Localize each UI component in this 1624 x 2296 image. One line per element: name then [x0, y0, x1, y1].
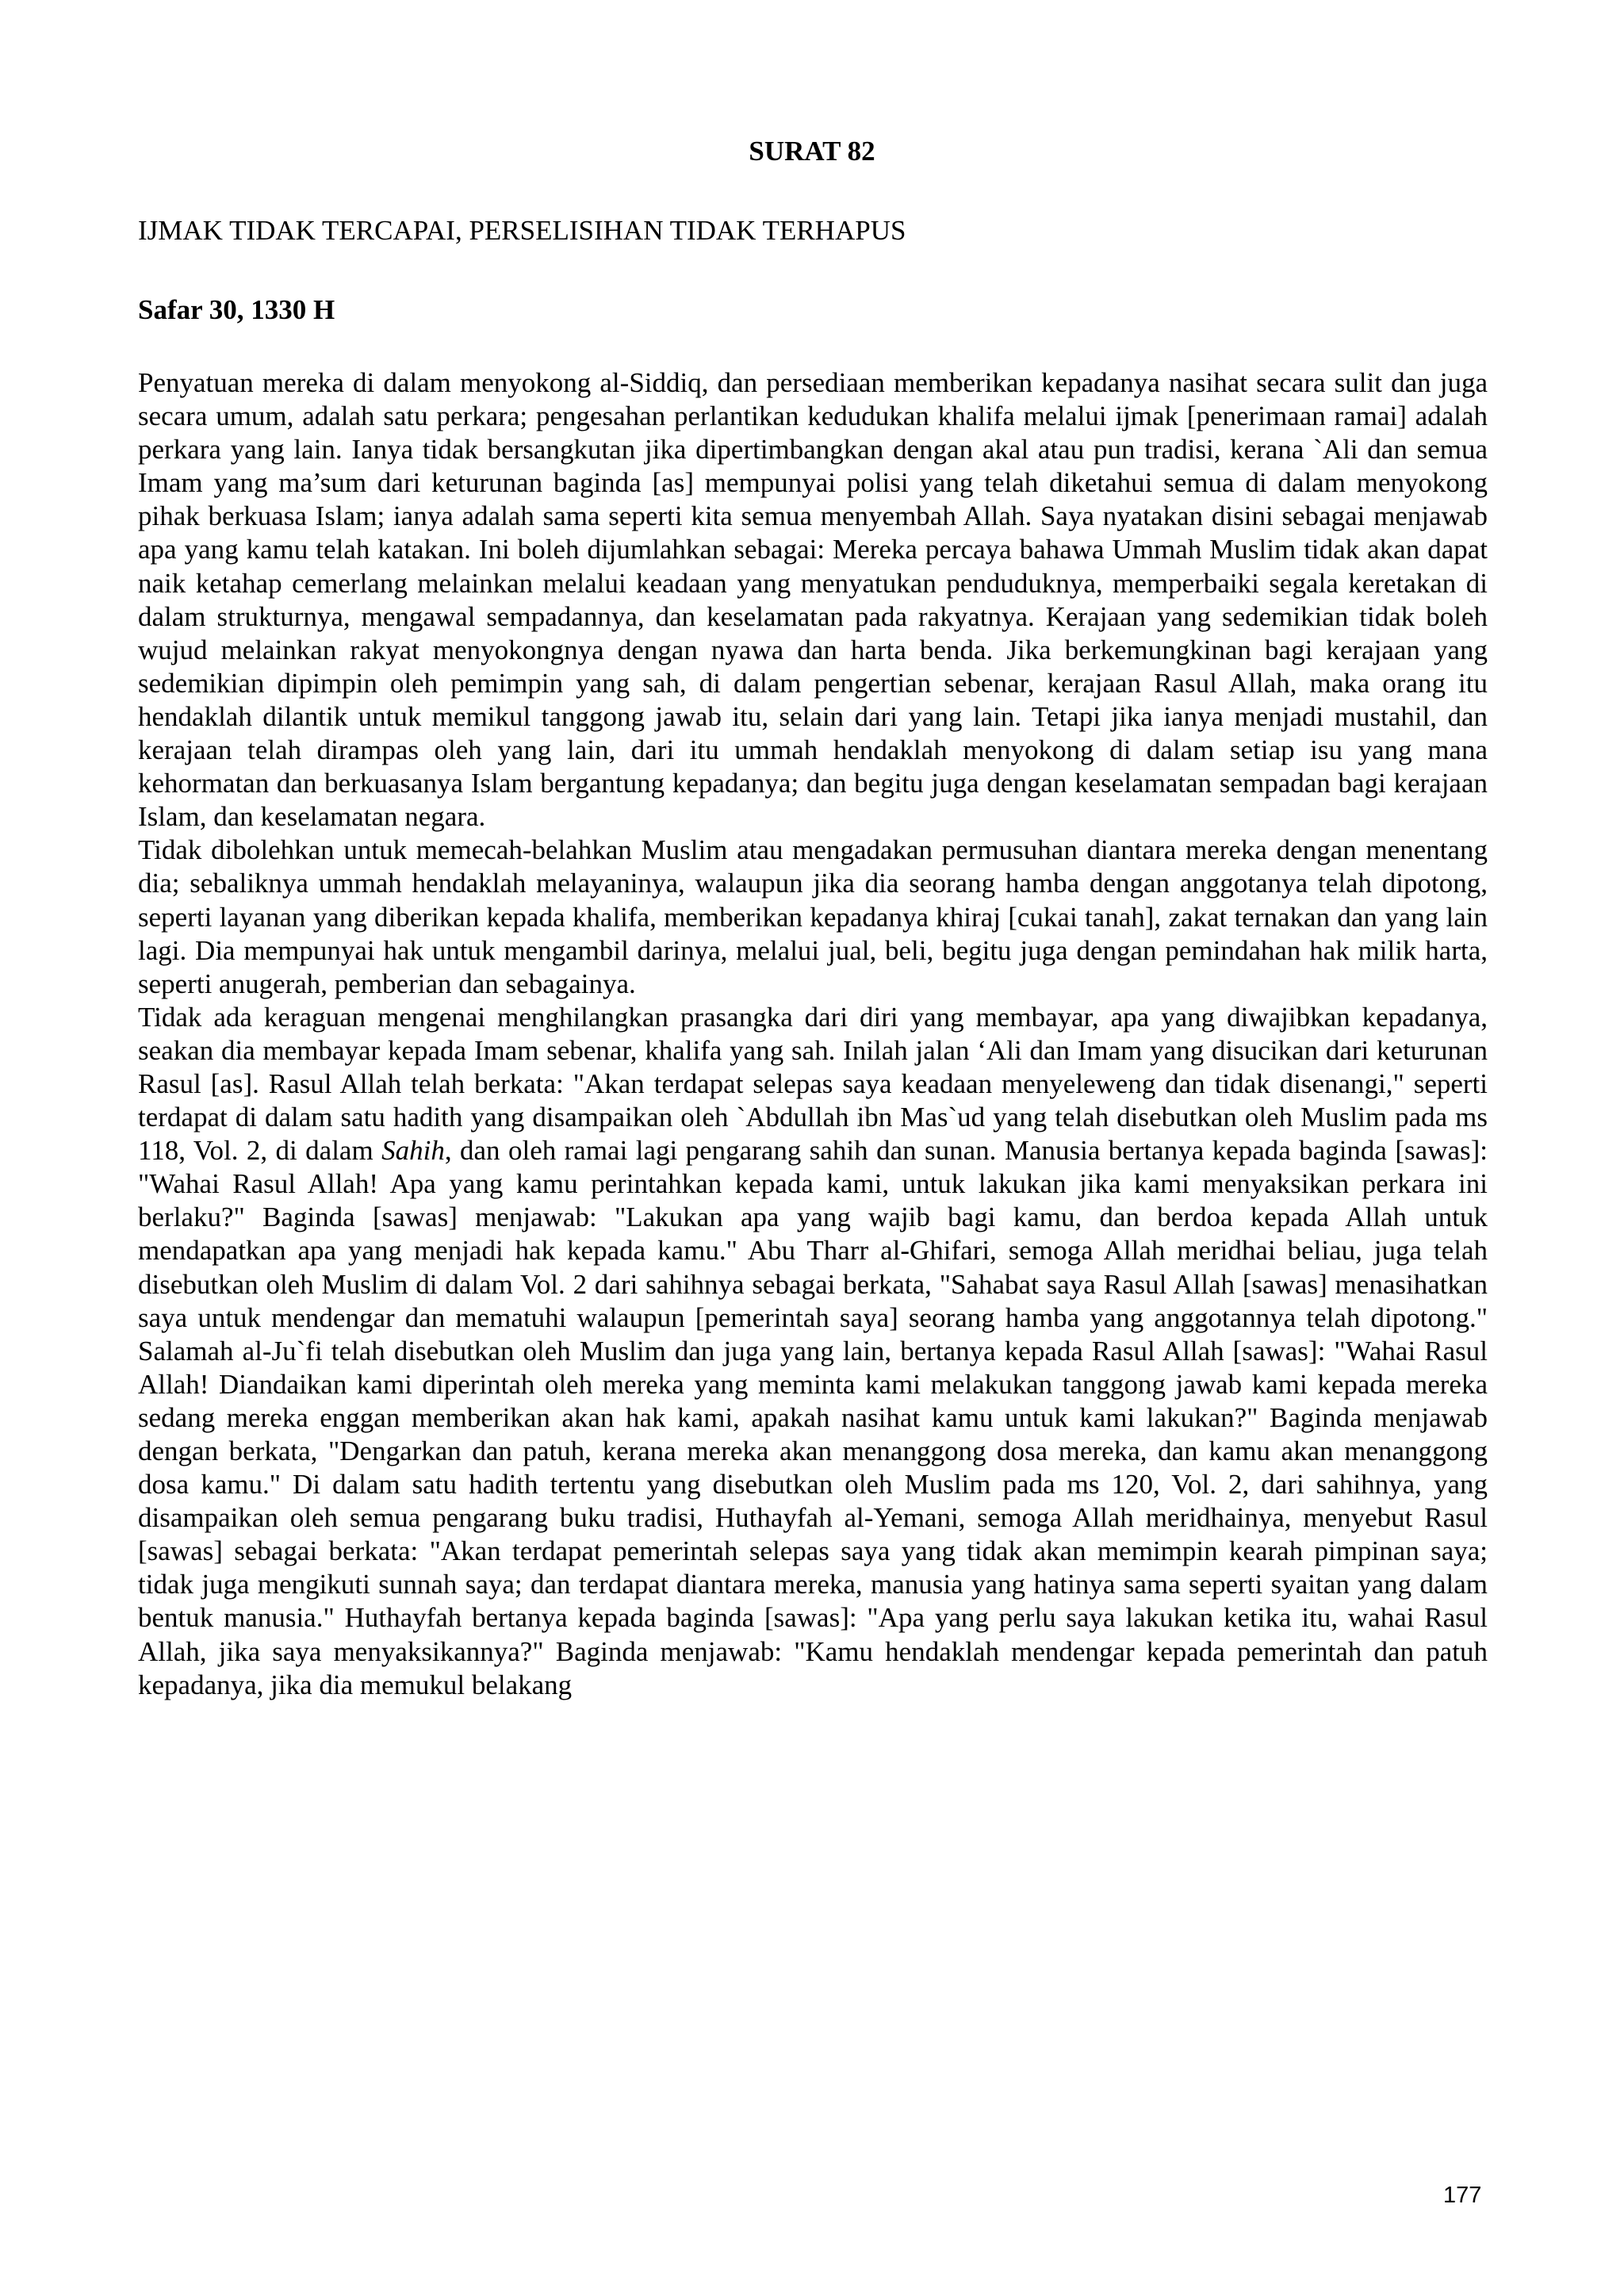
letter-title: IJMAK TIDAK TERCAPAI, PERSELISIHAN TIDAK TERHAPUS	[138, 215, 906, 246]
letter-body	[138, 366, 1488, 1702]
body-paragraph	[138, 1001, 1488, 1702]
page-number: 177	[1443, 2183, 1482, 2208]
letter-number-heading: SURAT 82	[749, 136, 875, 167]
book-title-italic: Sahih	[381, 1135, 445, 1167]
letter-date: Safar 30, 1330 H	[138, 294, 335, 325]
paragraph-text: Tidak ada keraguan mengenai menghilangkan prasangka dari diri yang membayar, apa yang diwajibkan kepadanya, seakan dia membayar kepada Imam sebenar, khalifa yang sah. Inilah jalan ‘Ali dan Imam yang disucikan dari keturunan Rasul [as]. Rasul Allah telah berkata: "Akan terdapat selepas saya keadaan menyeleweng dan tidak disenangi," seperti terdapat di dalam satu hadith yang disampaikan oleh `Abdullah ibn Mas`ud yang telah disebutkan oleh Muslim pada ms 118, Vol. 2, di dalam	[138, 1001, 1488, 1167]
body-paragraph: Tidak dibolehkan untuk memecah-belahkan Muslim atau mengadakan permusuhan diantara mereka dengan menentang dia; sebaliknya ummah hendaklah melayaninya, walaupun jika dia seorang hamba dengan anggotanya telah dipotong, seperti layanan yang diberikan kepada khalifa, memberikan kepadanya khiraj [cukai tanah], zakat ternakan dan yang lain lagi. Dia mempunyai hak untuk mengambil darinya, melalui jual, beli, begitu juga dengan pemindahan hak milik harta, seperti anugerah, pemberian dan sebagainya.	[138, 834, 1488, 999]
body-paragraph: Penyatuan mereka di dalam menyokong al-Siddiq, dan persediaan memberikan kepadanya nasihat secara sulit dan juga secara umum, adalah satu perkara; pengesahan perlantikan kedudukan khalifa melalui ijmak [penerimaan ramai] adalah perkara yang lain. Ianya tidak bersangkutan jika dipertimbangkan dengan akal atau pun tradisi, kerana `Ali dan semua Imam yang ma’sum dari keturunan baginda [as] mempunyai polisi yang telah diketahui semua di dalam menyokong pihak berkuasa Islam; ianya adalah sama seperti kita semua menyembah Allah. Saya nyatakan disini sebagai menjawab apa yang kamu telah katakan. Ini boleh dijumlahkan sebagai: Mereka percaya bahawa Ummah Muslim tidak akan dapat naik ketahap cemerlang melainkan melalui keadaan yang menyatukan penduduknya, memperbaiki segala keretakan di dalam strukturnya, mengawal sempadannya, dan keselamatan pada rakyatnya. Kerajaan yang sedemikian tidak boleh wujud melainkan rakyat menyokongnya dengan nyawa dan harta benda. Jika berkemungkinan bagi kerajaan yang sedemikian dipimpin oleh pemimpin yang sah, di dalam pengertian sebenar, kerajaan Rasul Allah, maka orang itu hendaklah dilantik untuk memikul tanggong jawab itu, selain dari yang lain. Tetapi jika ianya menjadi mustahil, dan kerajaan telah dirampas oleh yang lain, dari itu ummah hendaklah menyokong di dalam setiap isu yang mana kehormatan dan berkuasanya Islam bergantung kepadanya; dan begitu juga dengan keselamatan sempadan bagi kerajaan Islam, dan keselamatan negara.	[138, 367, 1488, 833]
paragraph-text: , dan oleh ramai lagi pengarang sahih dan sunan. Manusia bertanya kepada baginda [sawas]: "Wahai Rasul Allah! Apa yang kamu perintahkan kepada kami, untuk lakukan jika kami menyaksikan perkara ini berlaku?" Baginda [sawas] menjawab: "Lakukan apa yang wajib bagi kamu, dan berdoa kepada Allah untuk mendapatkan apa yang menjadi hak kepada kamu." Abu Tharr al-Ghifari, semoga Allah meridhai beliau, juga telah disebutkan oleh Muslim di dalam Vol. 2 dari sahihnya sebagai berkata, "Sahabat saya Rasul Allah [sawas] menasihatkan saya untuk mendengar dan mematuhi walaupun [pemerintah saya] seorang hamba yang anggotannya telah dipotong." Salamah al-Ju`fi telah disebutkan oleh Muslim dan juga yang lain, bertanya kepada Rasul Allah [sawas]: "Wahai Rasul Allah! Diandaikan kami diperintah oleh mereka yang meminta kami melakukan tanggong jawab kami kepada mereka sedang mereka enggan memberikan akan hak kami, apakah nasihat kamu untuk kami lakukan?" Baginda menjawab dengan berkata, "Dengarkan dan patuh, kerana mereka akan menanggong dosa mereka, dan kamu akan menanggong dosa kamu." Di dalam satu hadith tertentu yang disebutkan oleh Muslim pada ms 120, Vol. 2, dari sahihnya, yang disampaikan oleh semua pengarang buku tradisi, Huthayfah al-Yemani, semoga Allah meridhainya, menyebut Rasul [sawas] sebagai berkata: "Akan terdapat pemerintah selepas saya yang tidak akan memimpin kearah pimpinan saya; tidak juga mengikuti sunnah saya; dan terdapat diantara mereka, manusia yang hatinya sama seperti syaitan yang dalam bentuk manusia." Huthayfah bertanya kepada baginda [sawas]: "Apa yang perlu saya lakukan ketika itu, wahai Rasul Allah, jika saya menyaksikannya?" Baginda menjawab: "Kamu hendaklah mendengar kepada pemerintah dan patuh kepadanya, jika dia memukul belakang	[138, 1135, 1488, 1700]
